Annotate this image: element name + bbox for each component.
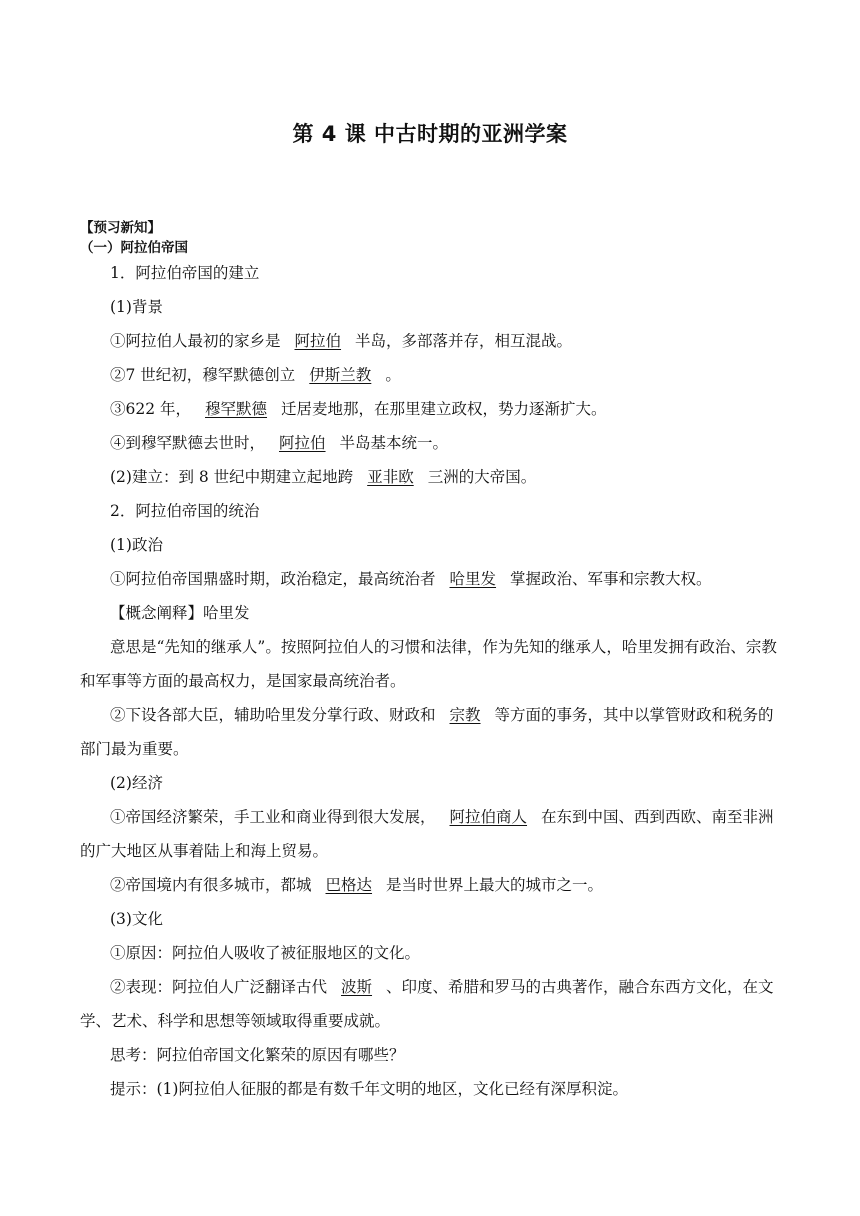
paragraph: ②下设各部大臣，辅助哈里发分掌行政、财政和 宗教 等方面的事务，其中以掌管财政和税务的部门最为重要。 — [80, 706, 774, 758]
paragraph: 1．阿拉伯帝国的建立 — [110, 264, 260, 282]
answer-blank: 波斯 — [341, 978, 373, 996]
answer-blank: 巴格达 — [325, 876, 373, 894]
paragraph: 提示：(1)阿拉伯人征服的都是有数千年文明的地区，文化已经有深厚积淀。 — [110, 1080, 628, 1098]
paragraph: ④到穆罕默德去世时， 阿拉伯 半岛基本统一。 — [110, 434, 449, 452]
paragraph: (1)政治 — [110, 536, 163, 554]
paragraph: ③622 年， 穆罕默德 迁居麦地那，在那里建立政权，势力逐渐扩大。 — [110, 400, 607, 418]
paragraph: ①帝国经济繁荣，手工业和商业得到很大发展， 阿拉伯商人 在东到中国、西到西欧、南至非洲的广大地区从事着陆上和海上贸易。 — [80, 808, 774, 860]
answer-blank: 阿拉伯 — [294, 332, 342, 350]
answer-blank: 亚非欧 — [367, 468, 414, 486]
answer-blank: 哈里发 — [449, 570, 497, 588]
paragraph: ①阿拉伯人最初的家乡是 阿拉伯 半岛，多部落并存，相互混战。 — [110, 332, 573, 350]
answer-blank: 阿拉伯商人 — [449, 808, 528, 826]
paragraph: 意思是“先知的继承人”。按照阿拉伯人的习惯和法律，作为先知的继承人，哈里发拥有政治、宗教和军事等方面的最高权力，是国家最高统治者。 — [80, 638, 777, 690]
paragraph: (2)经济 — [110, 774, 163, 792]
section-label: 【预习新知】 — [80, 220, 161, 236]
paragraph: (3)文化 — [110, 910, 163, 928]
paragraph: (1)背景 — [110, 298, 163, 316]
paragraph: ①原因：阿拉伯人吸收了被征服地区的文化。 — [110, 944, 421, 962]
subsection-heading: （一）阿拉伯帝国 — [80, 240, 188, 256]
answer-blank: 穆罕默德 — [205, 400, 268, 418]
paragraph: ①阿拉伯帝国鼎盛时期，政治稳定，最高统治者 哈里发 掌握政治、军事和宗教大权。 — [110, 570, 712, 588]
paragraph: 【概念阐释】哈里发 — [110, 604, 250, 622]
answer-blank: 伊斯兰教 — [309, 366, 372, 384]
paragraph: ②表现：阿拉伯人广泛翻译古代 波斯 、印度、希腊和罗马的古典著作，融合东西方文化，在文学、艺术、科学和思想等领域取得重要成就。 — [80, 978, 774, 1030]
paragraph: (2)建立：到 8 世纪中期建立起地跨 亚非欧 三洲的大帝国。 — [110, 468, 537, 486]
answer-blank: 阿拉伯 — [279, 434, 326, 452]
paragraph: 思考：阿拉伯帝国文化繁荣的原因有哪些？ — [110, 1046, 405, 1064]
answer-blank: 宗教 — [449, 706, 481, 724]
paragraph: ②帝国境内有很多城市，都城 巴格达 是当时世界上最大的城市之一。 — [110, 876, 604, 894]
document-title: 第 4 课 中古时期的亚洲学案 — [292, 122, 568, 146]
paragraph: ②7 世纪初，穆罕默德创立 伊斯兰教 。 — [110, 366, 401, 384]
document-body — [80, 256, 780, 1106]
paragraph: 2．阿拉伯帝国的统治 — [110, 502, 260, 520]
